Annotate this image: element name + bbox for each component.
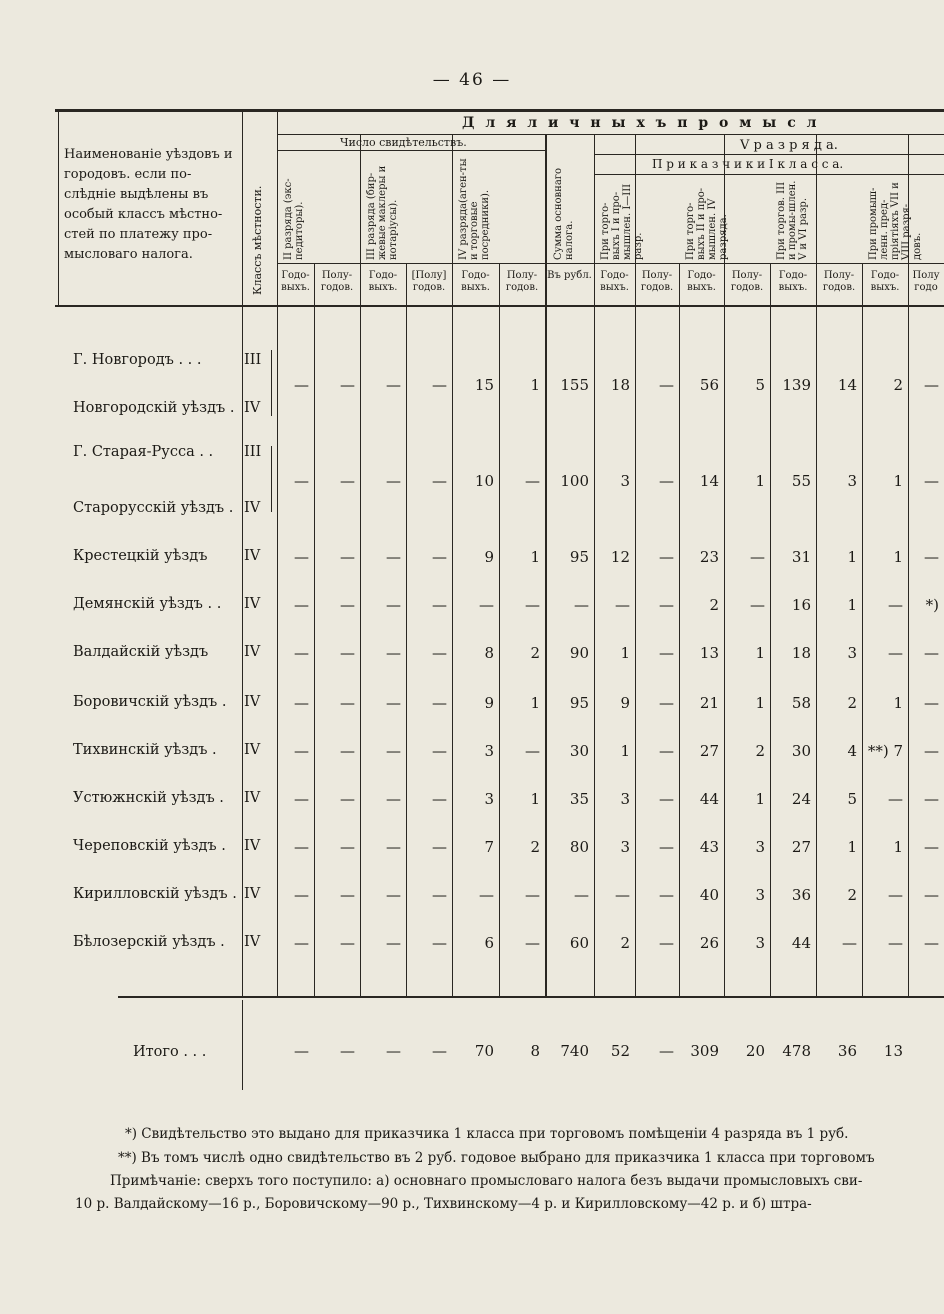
table-cell: —	[924, 694, 939, 712]
rule-above-sub	[277, 263, 944, 264]
table-cell: —	[924, 742, 939, 760]
table-cell: —	[574, 596, 589, 614]
table-col-rule	[242, 111, 243, 996]
table-cell: —	[294, 548, 309, 566]
sub-header: Годо-выхъ.	[778, 270, 808, 293]
table-cell: 1	[847, 548, 857, 566]
sub-header: Полу-годов.	[730, 270, 764, 293]
table-cell: —	[888, 644, 903, 662]
table-cell: 5	[755, 376, 765, 394]
table-cell: 44	[791, 934, 811, 952]
table-cell: 58	[791, 694, 811, 712]
table-cell: 139	[782, 376, 811, 394]
sub-header: Въ рубл.	[547, 270, 592, 281]
table-cell: 3	[847, 472, 857, 490]
sub-header: Годо-выхъ.	[281, 270, 310, 293]
table-cell: —	[386, 596, 401, 614]
table-cell: 8	[484, 644, 494, 662]
page-number: — 46 —	[432, 70, 512, 90]
class-value: IV	[244, 838, 261, 854]
group-header: При торго-выхъ II и про-мышлен. IV разряда.	[685, 187, 729, 260]
table-cell: 1	[755, 644, 765, 662]
rule-under-category	[594, 154, 944, 155]
footnote: *) Свидѣтельство это выдано для приказчика 1 класса при торговомъ помѣщеніи 4 разряда въ 1 руб.	[125, 1126, 849, 1142]
table-cell: 2	[755, 742, 765, 760]
table-cell: —	[924, 376, 939, 394]
table-cell: 95	[569, 548, 589, 566]
table-cell: —	[659, 694, 674, 712]
table-cell: —	[294, 644, 309, 662]
table-cell: —	[386, 934, 401, 952]
table-cell: 7	[484, 838, 494, 856]
table-cell: 95	[569, 694, 589, 712]
table-cell: —	[294, 742, 309, 760]
class-value: IV	[244, 548, 261, 564]
table-cell: —	[659, 790, 674, 808]
total-cell: 740	[560, 1042, 589, 1060]
table-cell: —	[294, 790, 309, 808]
class-column-header: Классъ мѣстности.	[251, 185, 264, 295]
total-cell: 13	[883, 1042, 903, 1060]
table-cell: 1	[847, 596, 857, 614]
table-cell: 56	[699, 376, 719, 394]
table-cell: —	[340, 790, 355, 808]
table-cell: —	[659, 472, 674, 490]
table-cell: —	[340, 596, 355, 614]
brace-novgorod	[271, 350, 272, 416]
district-name: Г. Старая-Русса . .	[73, 444, 214, 460]
table-cell: —	[432, 694, 447, 712]
table-cell: —	[340, 886, 355, 904]
sub-header: Полу-годов.	[505, 270, 539, 293]
footnote: **) Въ томъ числѣ одно свидѣтельство въ 2 руб. годовое выбрано для приказчика 1 класса при торговомъ	[118, 1150, 875, 1166]
table-cell: —	[525, 742, 540, 760]
class-value: IV	[244, 500, 261, 516]
table-cell: —	[924, 886, 939, 904]
table-cell: 3	[847, 644, 857, 662]
table-cell: —	[659, 742, 674, 760]
table-cell: 1	[847, 838, 857, 856]
sub-header: Годо-выхъ.	[687, 270, 716, 293]
class-value: IV	[244, 790, 261, 806]
sub-header: [Полу] годов.	[411, 270, 447, 293]
total-cell: 309	[690, 1042, 719, 1060]
table-cell: 13	[699, 644, 719, 662]
table-cell: —	[924, 790, 939, 808]
table-cell: —	[294, 694, 309, 712]
table-cell: —	[432, 596, 447, 614]
district-name: Тихвинскій уѣздъ .	[73, 742, 217, 758]
table-cell: 80	[569, 838, 589, 856]
table-cell: 9	[620, 694, 630, 712]
sub-header: Годо-выхъ.	[870, 270, 900, 293]
sum-column-header: Сумма основнаго налога.	[553, 167, 575, 260]
table-cell: —	[432, 886, 447, 904]
table-cell: —	[386, 376, 401, 394]
sub-header: Полу-годов.	[640, 270, 674, 293]
table-cell: 35	[569, 790, 589, 808]
table-cell: —	[924, 644, 939, 662]
table-cell: 36	[791, 886, 811, 904]
table-cell: —	[340, 644, 355, 662]
footnote: 10 р. Валдайскому—16 р., Боровичскому—90 р., Тихвинскому—4 р. и Кирилловскому—42 р. и б) штра-	[75, 1196, 812, 1212]
table-cell: 40	[699, 886, 719, 904]
table-cell: —	[432, 644, 447, 662]
table-left-rule	[58, 111, 59, 306]
class-value: IV	[244, 934, 261, 950]
group-header: При торго-выхъ I и про-мышлен. I—III разр.	[600, 183, 644, 260]
table-cell: 3	[620, 472, 630, 490]
table-cell: 1	[530, 376, 540, 394]
table-cell: —	[294, 472, 309, 490]
class-value: IV	[244, 742, 261, 758]
table-cell: —	[659, 838, 674, 856]
table-cell: 1	[530, 694, 540, 712]
table-cell: —	[432, 934, 447, 952]
table-cell: 26	[699, 934, 719, 952]
table-cell: —	[386, 838, 401, 856]
table-cell: 5	[847, 790, 857, 808]
table-cell: —	[659, 886, 674, 904]
table-cell: —	[659, 376, 674, 394]
district-name: Старорусскій уѣздъ .	[73, 500, 234, 516]
table-cell: 27	[699, 742, 719, 760]
district-name: Г. Новгородъ . . .	[73, 352, 202, 368]
table-cell: —	[294, 838, 309, 856]
table-cell: 90	[569, 644, 589, 662]
table-cell: 21	[699, 694, 719, 712]
table-cell: 1	[530, 548, 540, 566]
total-cell: —	[294, 1042, 309, 1060]
table-cell: 1	[755, 790, 765, 808]
table-cell: 55	[791, 472, 811, 490]
table-cell: —	[924, 472, 939, 490]
table-cell: —	[386, 548, 401, 566]
table-cell: 16	[791, 596, 811, 614]
table-cell: 1	[530, 790, 540, 808]
district-name: Валдайскій уѣздъ	[73, 644, 209, 660]
table-cell: 2	[709, 596, 719, 614]
table-cell: —	[659, 548, 674, 566]
group-header: IV разряда(аген-ты и торговые посредники).	[458, 158, 491, 260]
table-cell: 27	[791, 838, 811, 856]
table-cell: —	[659, 644, 674, 662]
total-cell: —	[386, 1042, 401, 1060]
total-cell: —	[432, 1042, 447, 1060]
total-label: Итого . . .	[133, 1044, 207, 1060]
table-cell: 3	[620, 790, 630, 808]
table-cell: —	[294, 886, 309, 904]
table-cell: 2	[847, 886, 857, 904]
table-cell: —	[432, 742, 447, 760]
table-cell: —	[888, 596, 903, 614]
table-cell: —	[386, 790, 401, 808]
table-cell: —	[525, 596, 540, 614]
table-cell: 60	[569, 934, 589, 952]
total-cell: —	[659, 1042, 674, 1060]
total-cell: 478	[782, 1042, 811, 1060]
table-cell: —	[294, 934, 309, 952]
table-cell: —	[888, 886, 903, 904]
table-cell: **) 7	[867, 742, 903, 760]
sub-header: Годо-выхъ.	[461, 270, 490, 293]
table-cell: 3	[484, 790, 494, 808]
table-cell: 1	[893, 548, 903, 566]
table-cell: 2	[530, 644, 540, 662]
table-cell: 2	[847, 694, 857, 712]
table-cell: —	[659, 934, 674, 952]
table-body-bottom-rule	[118, 996, 944, 998]
total-cell: 52	[610, 1042, 630, 1060]
table-cell: —	[615, 596, 630, 614]
district-name: Устюжнскій уѣздъ .	[73, 790, 224, 806]
table-cell: —	[574, 886, 589, 904]
district-name: Демянскій уѣздъ . .	[73, 596, 222, 612]
total-cell: 70	[474, 1042, 494, 1060]
table-cell: 1	[620, 644, 630, 662]
group-header: При торгов. III и промы-шлен. V и VI разр.	[776, 180, 809, 260]
table-cell: 3	[755, 934, 765, 952]
sub-header: Годо-выхъ.	[368, 270, 398, 293]
table-cell: 1	[893, 838, 903, 856]
table-cell: 1	[893, 694, 903, 712]
table-cell: 18	[791, 644, 811, 662]
table-cell: —	[924, 548, 939, 566]
district-name: Кирилловскій уѣздъ .	[73, 886, 237, 902]
table-cell: 10	[474, 472, 494, 490]
class-value: IV	[244, 644, 261, 660]
category-v-title: V р а з р я д а.	[740, 138, 838, 153]
table-cell: 100	[560, 472, 589, 490]
table-cell: —	[432, 548, 447, 566]
group-header: II разряда (экс-педиторы).	[283, 178, 305, 260]
table-cell: —	[386, 886, 401, 904]
table-cell: —	[432, 790, 447, 808]
table-cell: —	[386, 694, 401, 712]
table-cell: 44	[699, 790, 719, 808]
table-cell: —	[386, 742, 401, 760]
table-cell: 31	[791, 548, 811, 566]
table-cell: 9	[484, 694, 494, 712]
table-cell: *)	[925, 596, 939, 614]
clerks-title: П р и к а з ч и к и I к л а с с а.	[652, 157, 844, 171]
table-cell: —	[386, 472, 401, 490]
table-cell: 3	[620, 838, 630, 856]
table-cell: 3	[755, 886, 765, 904]
class-value: IV	[244, 400, 261, 416]
district-column-header: Наименованіе уѣздовъ и городовъ. если по-слѣдніе выдѣлены въ особый классъ мѣстно-стей по платежу про-мысловаго налога.	[64, 147, 233, 262]
class-value: III	[244, 444, 262, 460]
table-cell: 14	[699, 472, 719, 490]
table-cell: 14	[837, 376, 857, 394]
table-cell: —	[432, 376, 447, 394]
table-cell: —	[479, 596, 494, 614]
table-cell: 43	[699, 838, 719, 856]
sub-header: Полу годо	[912, 270, 940, 293]
table-cell: 6	[484, 934, 494, 952]
class-value: IV	[244, 694, 261, 710]
table-cell: 2	[620, 934, 630, 952]
footnote: Примѣчаніе: сверхъ того поступило: а) основнаго промысловаго налога безъ выдачи промысловыхъ сви-	[110, 1173, 863, 1189]
table-cell: 9	[484, 548, 494, 566]
table-cell: —	[340, 934, 355, 952]
class-value: IV	[244, 886, 261, 902]
table-cell: 1	[893, 472, 903, 490]
table-cell: —	[842, 934, 857, 952]
table-cell: —	[750, 596, 765, 614]
table-cell: —	[340, 376, 355, 394]
table-cell: —	[340, 742, 355, 760]
table-cell: —	[525, 886, 540, 904]
table-cell: 3	[755, 838, 765, 856]
district-name: Бѣлозерскій уѣздъ .	[73, 934, 225, 950]
table-cell: —	[294, 376, 309, 394]
table-cell: 4	[847, 742, 857, 760]
total-cell: 8	[530, 1042, 540, 1060]
table-cell: 3	[484, 742, 494, 760]
district-name: Новгородскій уѣздъ .	[73, 400, 235, 416]
total-cell: —	[340, 1042, 355, 1060]
table-cell: 12	[610, 548, 630, 566]
table-cell: 30	[791, 742, 811, 760]
rule-under-main-title	[277, 134, 944, 135]
table-cell: 15	[474, 376, 494, 394]
rule-under-cert-title	[277, 150, 546, 151]
table-cell: 24	[791, 790, 811, 808]
table-cell: 18	[610, 376, 630, 394]
table-cell: —	[340, 838, 355, 856]
group-header: III разряда (бир-жевые маклеры и нотаріусы).	[366, 165, 399, 260]
table-cell: —	[615, 886, 630, 904]
table-cell: —	[386, 644, 401, 662]
brace-starorussa	[271, 446, 272, 512]
table-cell: —	[525, 472, 540, 490]
class-value: III	[244, 352, 262, 368]
table-cell: —	[432, 472, 447, 490]
table-cell: 1	[755, 472, 765, 490]
district-name: Боровичскій уѣздъ .	[73, 694, 227, 710]
table-cell: —	[924, 934, 939, 952]
total-cell: 20	[745, 1042, 765, 1060]
table-cell: —	[888, 790, 903, 808]
table-cell: —	[888, 934, 903, 952]
table-cell: —	[924, 838, 939, 856]
district-name: Крестецкій уѣздъ	[73, 548, 208, 564]
group-header: При промыш-ленн. пред-пріятіяхъ VII и VIII разря-довъ.	[868, 182, 923, 260]
table-cell: 30	[569, 742, 589, 760]
table-col-rule	[242, 1000, 243, 1090]
table-cell: —	[340, 472, 355, 490]
district-name: Череповскій уѣздъ .	[73, 838, 226, 854]
table-cell: —	[479, 886, 494, 904]
table-cell: —	[750, 548, 765, 566]
table-cell: 1	[620, 742, 630, 760]
table-cell: 1	[755, 694, 765, 712]
table-top-rule	[55, 109, 944, 112]
table-cell: —	[294, 596, 309, 614]
table-cell: —	[525, 934, 540, 952]
rule-under-clerks	[594, 174, 944, 175]
main-title: Д л я л и ч н ы х ъ п р о м ы с л	[462, 115, 820, 131]
class-value: IV	[244, 596, 261, 612]
table-cell: 23	[699, 548, 719, 566]
certificates-title: Число свидѣтельствъ.	[340, 136, 467, 149]
table-cell: —	[340, 694, 355, 712]
table-cell: —	[432, 838, 447, 856]
total-cell: 36	[837, 1042, 857, 1060]
table-cell: 155	[560, 376, 589, 394]
table-cell: 2	[530, 838, 540, 856]
sub-header: Годо-выхъ.	[600, 270, 629, 293]
sub-header: Полу-годов.	[822, 270, 856, 293]
table-cell: 2	[893, 376, 903, 394]
sub-header: Полу-годов.	[320, 270, 354, 293]
table-cell: —	[340, 548, 355, 566]
table-cell: —	[659, 596, 674, 614]
